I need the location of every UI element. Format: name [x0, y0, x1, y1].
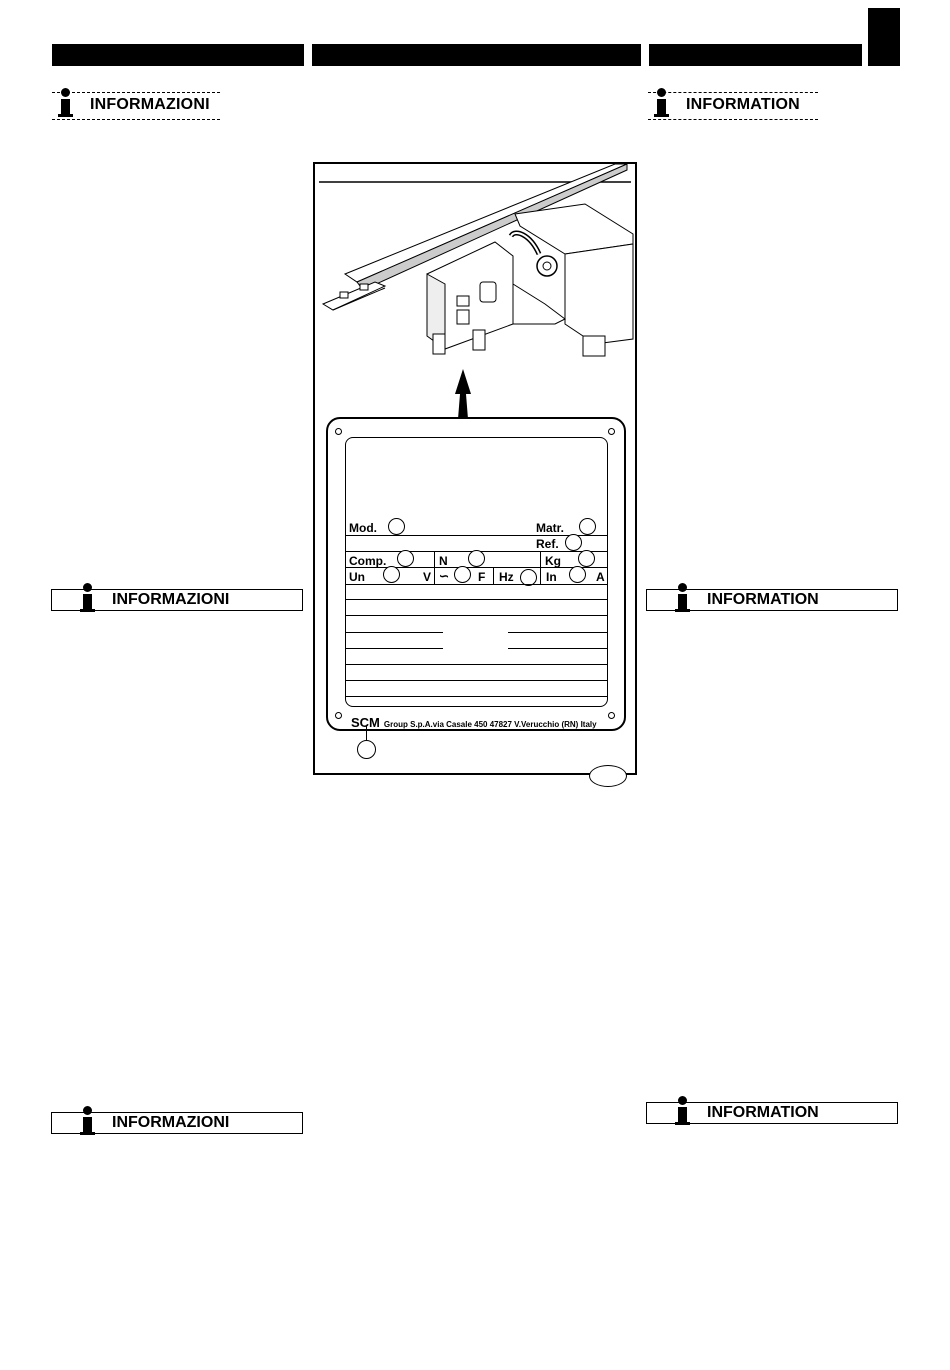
info-header-left — [52, 88, 220, 120]
info-section-label: INFORMATION — [707, 1104, 819, 1121]
arrow-up-icon — [455, 369, 471, 419]
info-header-label: INFORMATION — [686, 96, 800, 113]
page-tab-marker — [868, 8, 900, 66]
machine-illustration — [315, 164, 635, 424]
info-header-right — [648, 88, 818, 120]
brand-scm: SCM — [351, 715, 380, 730]
manufacturer-address: Group S.p.A.via Casale 450 47827 V.Verucchio (RN) Italy — [383, 720, 597, 729]
callout-brand — [357, 740, 376, 759]
field-comp: Comp. — [349, 554, 387, 568]
info-icon — [675, 1096, 689, 1126]
field-mod: Mod. — [349, 521, 377, 535]
callout-in — [569, 566, 586, 583]
info-icon — [80, 583, 94, 613]
field-phase: ∽ — [439, 569, 450, 583]
field-kg: Kg — [545, 554, 561, 568]
field-n: N — [439, 554, 448, 568]
info-section-left-2 — [51, 1112, 303, 1134]
field-hz: Hz — [499, 570, 514, 584]
header-bar-right — [649, 44, 862, 66]
field-un: Un — [349, 570, 365, 584]
callout-ref — [565, 534, 582, 551]
manufacturer-line — [351, 714, 597, 732]
callout-kg — [578, 550, 595, 567]
info-section-right-2 — [646, 1102, 898, 1124]
callout-mod — [388, 518, 405, 535]
field-f: F — [478, 570, 486, 584]
header-bar-center — [312, 44, 641, 66]
field-a: A — [596, 570, 605, 584]
info-icon — [80, 1106, 94, 1136]
field-matr: Matr. — [536, 521, 565, 535]
callout-phase — [454, 566, 471, 583]
field-ref: Ref. — [536, 537, 559, 551]
info-header-label: INFORMAZIONI — [90, 96, 210, 113]
info-icon — [675, 583, 689, 613]
info-icon — [58, 88, 72, 118]
info-section-label: INFORMAZIONI — [112, 591, 230, 608]
header-bar-left — [52, 44, 304, 66]
callout-matr — [579, 518, 596, 535]
info-icon — [654, 88, 668, 118]
callout-n — [468, 550, 485, 567]
field-in: In — [546, 570, 557, 584]
callout-comp — [397, 550, 414, 567]
info-section-right-1 — [646, 589, 898, 611]
info-section-left-1 — [51, 589, 303, 611]
info-section-label: INFORMAZIONI — [112, 1114, 230, 1131]
callout-un — [383, 566, 400, 583]
field-v: V — [423, 570, 432, 584]
info-section-label: INFORMATION — [707, 591, 819, 608]
figure-tag — [589, 765, 627, 787]
